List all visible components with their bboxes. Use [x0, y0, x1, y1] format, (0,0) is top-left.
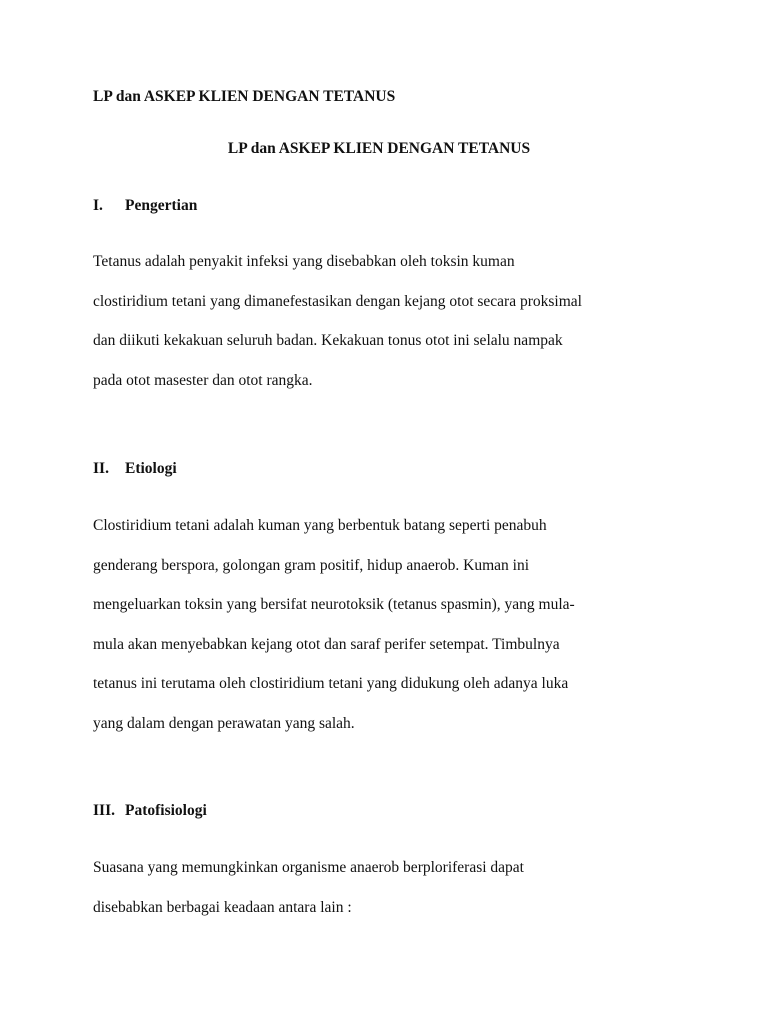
paragraph-etiologi — [93, 516, 693, 754]
paragraph-line: Tetanus adalah penyakit infeksi yang disebabkan oleh toksin kuman — [93, 253, 515, 270]
paragraph-line: mengeluarkan toksin yang bersifat neurotoksik (tetanus spasmin), yang mula- — [93, 596, 575, 614]
section-number: I. — [93, 197, 103, 214]
paragraph-line: clostiridium tetani yang dimanefestasikan dengan kejang otot secara proksimal — [93, 292, 582, 310]
paragraph-line: Suasana yang memungkinkan organisme anaerob berploriferasi dapat — [93, 859, 524, 876]
section-heading-etiologi — [93, 460, 177, 478]
section-heading-patofisiologi — [93, 802, 207, 820]
section-number: II. — [93, 460, 109, 477]
paragraph-line: pada otot masester dan otot rangka. — [93, 371, 313, 389]
paragraph-line: Clostiridium tetani adalah kuman yang berbentuk batang seperti penabuh — [93, 517, 547, 534]
paragraph-line: genderang berspora, golongan gram positif, hidup anaerob. Kuman ini — [93, 556, 530, 574]
paragraph-line: yang dalam dengan perawatan yang salah. — [93, 714, 355, 732]
section-heading-pengertian — [93, 197, 197, 215]
paragraph-patofisiologi — [93, 858, 693, 937]
paragraph-line: mula akan menyebabkan kejang otot dan saraf perifer setempat. Timbulnya — [93, 635, 560, 653]
document-heading: LP dan ASKEP KLIEN DENGAN TETANUS — [93, 88, 396, 105]
paragraph-line: disebabkan berbagai keadaan antara lain : — [93, 898, 352, 916]
paragraph-line: tetanus ini terutama oleh clostiridium tetani yang didukung oleh adanya luka — [93, 675, 569, 693]
document-title: LP dan ASKEP KLIEN DENGAN TETANUS — [227, 140, 531, 157]
section-title: Pengertian — [125, 197, 198, 214]
paragraph-line: dan diikuti kekakuan seluruh badan. Kekakuan tonus otot ini selalu nampak — [93, 332, 563, 350]
section-title: Patofisiologi — [125, 802, 207, 819]
section-title: Etiologi — [125, 460, 177, 477]
paragraph-pengertian — [93, 252, 693, 410]
section-number: III. — [93, 802, 115, 819]
